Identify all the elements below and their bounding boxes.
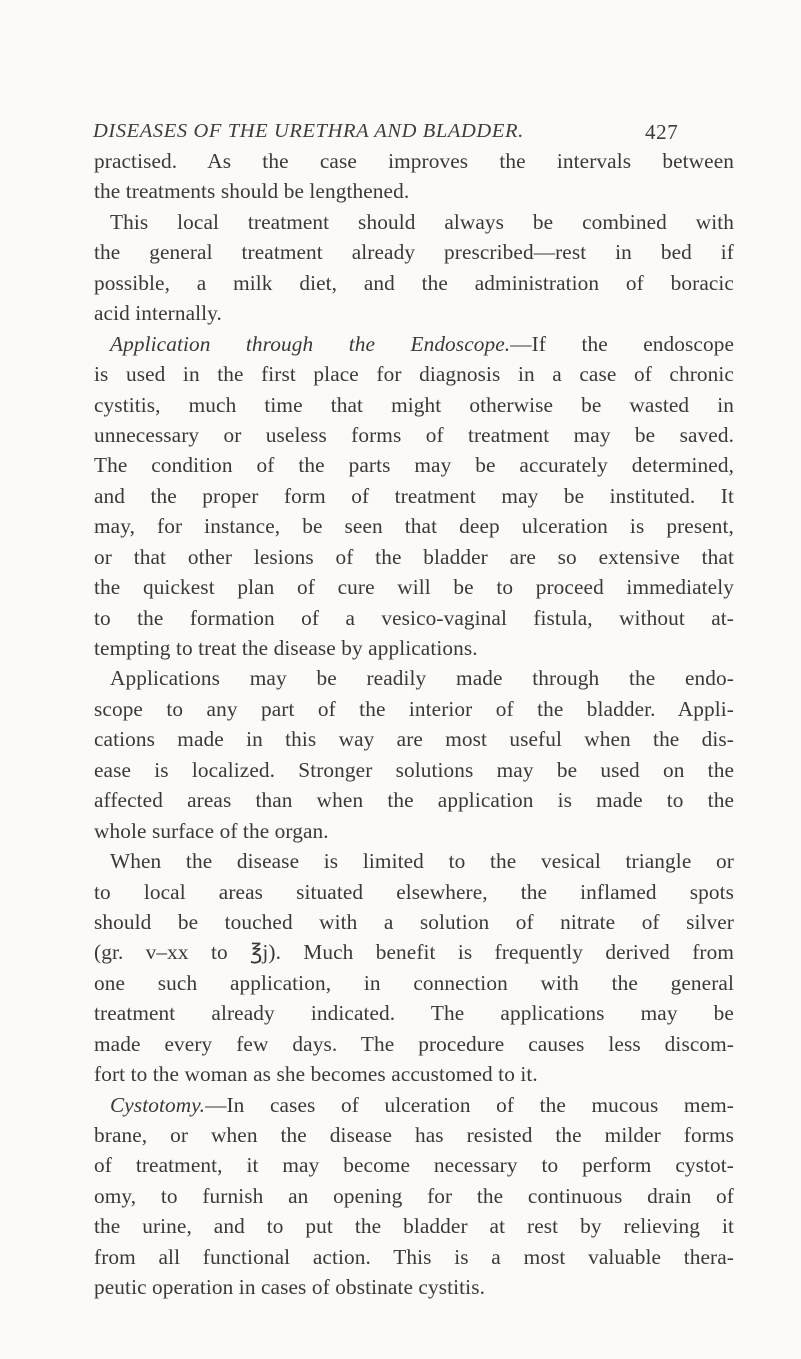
paragraph-first-line: This local treatment should always be combined with (110, 209, 734, 234)
text-line: possible, a milk diet, and the administration of boracic (94, 270, 734, 295)
text-line: may, for instance, be seen that deep ulceration is present, (94, 514, 734, 539)
text-line: scope to any part of the interior of the bladder. Appli- (94, 696, 734, 721)
text-line: The condition of the parts may be accurately determined, (94, 453, 734, 478)
text-line: to the formation of a vesico-vaginal fistula, without at- (94, 605, 734, 630)
text-line: should be touched with a solution of nitrate of silver (94, 909, 734, 934)
text-line: unnecessary or useless forms of treatment may be saved. (94, 422, 734, 447)
text-line: is used in the first place for diagnosis in a case of chronic (94, 362, 734, 387)
text-line: peutic operation in cases of obstinate cystitis. (94, 1275, 486, 1300)
text-line: cations made in this way are most useful when the dis- (94, 727, 734, 752)
section-heading-endoscope: Application through the Endoscope. (110, 331, 511, 356)
text-line: the treatments should be lengthened. (94, 179, 410, 204)
text-line: made every few days. The procedure causes less discom- (94, 1031, 734, 1056)
text-line: fort to the woman as she becomes accustomed to it. (94, 1062, 538, 1087)
text-line: one such application, in connection with the general (94, 970, 734, 995)
text-line: practised. As the case improves the intervals between (94, 149, 734, 173)
text-line: brane, or when the disease has resisted the milder forms (94, 1123, 734, 1147)
text-line: ease is localized. Stronger solutions may be used on the (94, 757, 734, 782)
heading-line-continuation: —In cases of ulceration of the mucous mem- (205, 1092, 734, 1117)
text-line: acid internally. (94, 301, 222, 326)
text-line: the urine, and to put the bladder at rest by relieving it (94, 1214, 734, 1239)
text-line: to local areas situated elsewhere, the inflamed spots (94, 879, 734, 904)
heading-line-continuation: —If the endoscope (510, 331, 734, 356)
text-line: tempting to treat the disease by applications. (94, 636, 478, 660)
text-line: or that other lesions of the bladder are so extensive that (94, 544, 734, 569)
text-line: from all functional action. This is a most valuable thera- (94, 1244, 734, 1269)
text-line: omy, to furnish an opening for the continuous drain of (94, 1183, 734, 1208)
text-line: the quickest plan of cure will be to proceed immediately (94, 575, 734, 600)
paragraph-first-line: Applications may be readily made through the endo- (110, 666, 734, 691)
text-line: and the proper form of treatment may be instituted. It (94, 483, 734, 508)
page-number: 427 (645, 120, 679, 144)
text-line: of treatment, it may become necessary to perform cystot- (94, 1153, 734, 1178)
text-line: (gr. v–xx to ℥j). Much benefit is frequently derived from (94, 940, 734, 965)
text-line: affected areas than when the application is made to the (94, 788, 734, 813)
paragraph-first-line: When the disease is limited to the vesical triangle or (110, 849, 734, 874)
section-heading-line (94, 1090, 734, 1120)
section-heading-line (94, 329, 734, 359)
text-line: the general treatment already prescribed—rest in bed if (94, 240, 734, 265)
text-line: whole surface of the organ. (94, 818, 329, 843)
running-title: DISEASES OF THE URETHRA AND BLADDER. (93, 120, 524, 142)
body-text (94, 146, 734, 1303)
text-line: cystitis, much time that might otherwise be wasted in (94, 392, 734, 417)
section-heading-cystotomy: Cystotomy. (110, 1092, 206, 1117)
text-line: treatment already indicated. The applications may be (94, 1001, 734, 1026)
